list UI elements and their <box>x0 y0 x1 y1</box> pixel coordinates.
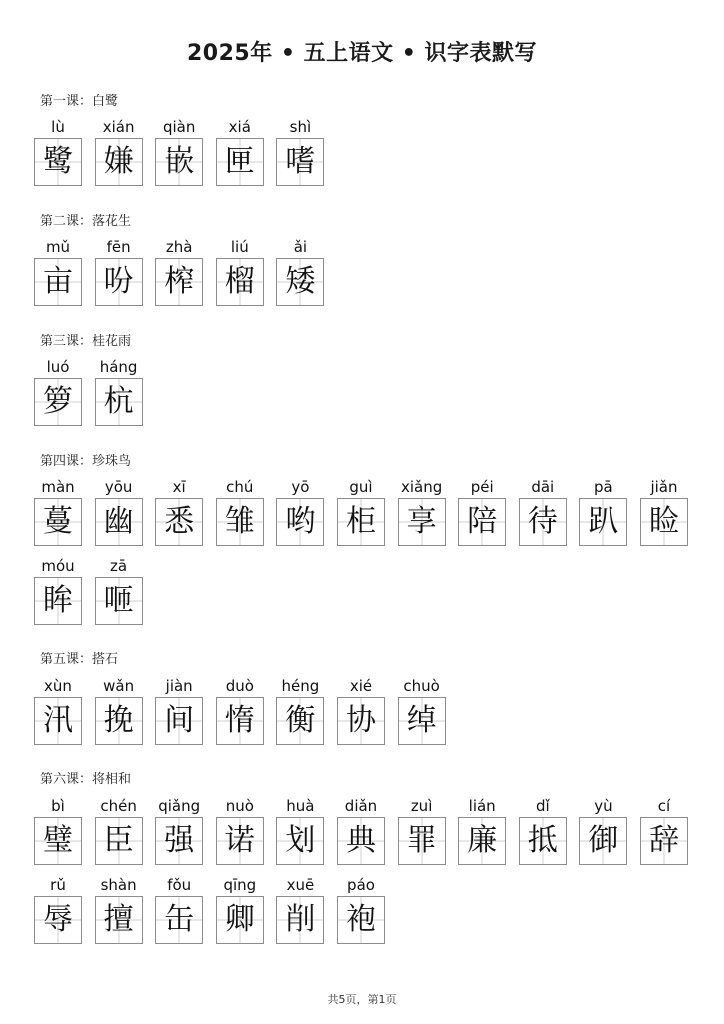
hanzi-char: 间 <box>164 703 195 738</box>
tianzige-box <box>34 138 82 186</box>
tianzige-box <box>95 498 143 546</box>
tianzige-box <box>155 498 203 546</box>
hanzi-char: 眸 <box>43 583 73 618</box>
lesson-label: 第一课：白鹭 <box>40 94 119 109</box>
tianzige-box <box>276 498 324 546</box>
pinyin-label: luó <box>46 358 70 376</box>
hanzi-char: 擅 <box>103 902 134 937</box>
pinyin-label: dāi <box>531 478 555 496</box>
hanzi-char: 典 <box>346 823 376 858</box>
pinyin-label: wǎn <box>103 677 135 695</box>
tianzige-box <box>458 498 506 546</box>
hanzi-char: 汛 <box>43 703 73 738</box>
tianzige-box <box>34 577 82 625</box>
hanzi-char: 悉 <box>164 504 195 539</box>
pinyin-label: ǎi <box>293 238 308 256</box>
hanzi-char: 嫌 <box>103 144 134 179</box>
tianzige-box <box>155 896 203 944</box>
pinyin-label: móu <box>41 557 75 575</box>
tianzige-box <box>95 258 143 306</box>
hanzi-char: 榴 <box>224 264 255 299</box>
hanzi-char: 惰 <box>224 703 255 738</box>
hanzi-char: 杭 <box>103 384 134 419</box>
pinyin-label: bì <box>51 797 65 815</box>
hanzi-char: 嵌 <box>164 144 195 179</box>
tianzige-box <box>276 138 324 186</box>
page-footer: 共5页，第1页 <box>327 993 397 1006</box>
pinyin-label: fēn <box>106 238 131 256</box>
hanzi-char: 卿 <box>224 902 255 937</box>
hanzi-char: 划 <box>285 823 316 858</box>
tianzige-box <box>95 697 143 745</box>
hanzi-char: 柜 <box>346 504 376 539</box>
tianzige-box <box>95 577 143 625</box>
pinyin-label: diǎn <box>344 797 378 815</box>
hanzi-char: 削 <box>285 902 316 937</box>
hanzi-char: 待 <box>527 504 558 539</box>
pinyin-label: jiàn <box>165 677 193 695</box>
pinyin-label: chú <box>226 478 254 496</box>
hanzi-char: 御 <box>588 823 619 858</box>
pinyin-label: zuì <box>410 797 433 815</box>
pinyin-label: jiǎn <box>650 478 678 496</box>
hanzi-char: 矮 <box>285 264 316 299</box>
hanzi-char: 辞 <box>649 823 679 858</box>
hanzi-char: 趴 <box>588 504 619 539</box>
hanzi-char: 享 <box>406 504 437 539</box>
hanzi-char: 诺 <box>224 823 255 858</box>
pinyin-label: cí <box>657 797 671 815</box>
pinyin-label: rǔ <box>50 876 66 894</box>
hanzi-char: 强 <box>164 823 195 858</box>
pinyin-label: páo <box>347 876 375 894</box>
tianzige-box <box>155 258 203 306</box>
lesson-label: 第六课：将相和 <box>40 772 132 787</box>
pinyin-label: qiàn <box>162 118 196 136</box>
hanzi-char: 睑 <box>649 504 679 539</box>
hanzi-char: 哟 <box>285 504 316 539</box>
hanzi-char: 蔓 <box>43 504 73 539</box>
pinyin-label: yō <box>291 478 310 496</box>
tianzige-box <box>458 817 506 865</box>
pinyin-label: màn <box>41 478 75 496</box>
tianzige-box <box>276 896 324 944</box>
tianzige-box <box>155 817 203 865</box>
pinyin-label: guì <box>349 478 373 496</box>
tianzige-box <box>519 817 567 865</box>
pinyin-label: yù <box>594 797 613 815</box>
pinyin-label: dǐ <box>535 797 550 815</box>
pinyin-label: shì <box>289 118 312 136</box>
tianzige-box <box>216 896 264 944</box>
tianzige-box <box>216 138 264 186</box>
tianzige-box <box>398 817 446 865</box>
pinyin-label: qiǎng <box>158 797 201 815</box>
pinyin-label: nuò <box>225 797 254 815</box>
hanzi-char: 亩 <box>43 264 73 299</box>
hanzi-char: 榨 <box>164 264 195 299</box>
tianzige-box <box>34 697 82 745</box>
pinyin-label: lù <box>51 118 65 136</box>
hanzi-char: 咂 <box>103 583 134 618</box>
pinyin-label: fǒu <box>167 876 192 894</box>
pinyin-label: chuò <box>403 677 440 695</box>
hanzi-char: 鹭 <box>43 144 73 179</box>
tianzige-box <box>34 258 82 306</box>
tianzige-box <box>155 697 203 745</box>
hanzi-char: 璧 <box>43 823 73 858</box>
tianzige-box <box>276 258 324 306</box>
hanzi-char: 绰 <box>406 703 437 738</box>
tianzige-box <box>95 138 143 186</box>
tianzige-box <box>398 697 446 745</box>
hanzi-char: 雏 <box>224 504 255 539</box>
tianzige-box <box>34 498 82 546</box>
pinyin-label: pā <box>594 478 613 496</box>
hanzi-char: 缶 <box>164 902 195 937</box>
hanzi-char: 袍 <box>346 902 376 937</box>
hanzi-char: 衡 <box>285 703 316 738</box>
tianzige-box <box>276 697 324 745</box>
tianzige-box <box>34 378 82 426</box>
pinyin-label: huà <box>286 797 315 815</box>
pinyin-label: lián <box>468 797 496 815</box>
pinyin-label: xī <box>172 478 186 496</box>
pinyin-label: shàn <box>100 876 137 894</box>
tianzige-box <box>95 378 143 426</box>
hanzi-char: 箩 <box>43 384 73 419</box>
pinyin-label: liú <box>230 238 249 256</box>
tianzige-box <box>337 896 385 944</box>
hanzi-char: 陪 <box>467 504 498 539</box>
hanzi-char: 幽 <box>103 504 134 539</box>
hanzi-char: 罪 <box>406 823 437 858</box>
pinyin-label: héng <box>281 677 320 695</box>
lesson-label: 第三课：桂花雨 <box>40 334 132 349</box>
tianzige-box <box>337 817 385 865</box>
tianzige-box <box>519 498 567 546</box>
pinyin-label: duò <box>225 677 254 695</box>
tianzige-box <box>216 258 264 306</box>
tianzige-box <box>34 817 82 865</box>
hanzi-char: 匣 <box>224 144 255 179</box>
tianzige-box <box>640 817 688 865</box>
tianzige-box <box>337 498 385 546</box>
pinyin-label: mǔ <box>45 238 71 256</box>
pinyin-label: xié <box>349 677 373 695</box>
tianzige-box <box>95 896 143 944</box>
tianzige-box <box>640 498 688 546</box>
pinyin-label: xián <box>102 118 135 136</box>
tianzige-box <box>216 817 264 865</box>
lesson-label: 第四课：珍珠鸟 <box>40 454 132 469</box>
tianzige-box <box>95 817 143 865</box>
pinyin-label: xùn <box>44 677 72 695</box>
hanzi-char: 协 <box>346 703 376 738</box>
pinyin-label: xiá <box>228 118 251 136</box>
hanzi-char: 嗜 <box>285 144 316 179</box>
pinyin-label: háng <box>99 358 138 376</box>
hanzi-char: 廉 <box>467 823 498 858</box>
hanzi-char: 辱 <box>43 902 73 937</box>
pinyin-label: xiǎng <box>400 478 443 496</box>
tianzige-box <box>579 498 627 546</box>
hanzi-char: 吩 <box>103 264 134 299</box>
tianzige-box <box>34 896 82 944</box>
pinyin-label: zhà <box>165 238 193 256</box>
hanzi-char: 臣 <box>103 823 134 858</box>
tianzige-box <box>155 138 203 186</box>
tianzige-box <box>216 697 264 745</box>
lesson-label: 第五课：搭石 <box>40 652 119 667</box>
pinyin-label: xuē <box>286 876 315 894</box>
tianzige-box <box>276 817 324 865</box>
tianzige-box <box>398 498 446 546</box>
tianzige-box <box>216 498 264 546</box>
hanzi-char: 挽 <box>103 703 134 738</box>
page-title: 2025年 • 五上语文 • 识字表默写 <box>187 41 537 66</box>
pinyin-label: péi <box>470 478 494 496</box>
pinyin-label: chén <box>100 797 137 815</box>
pinyin-label: yōu <box>104 478 133 496</box>
tianzige-box <box>579 817 627 865</box>
hanzi-char: 抵 <box>527 823 558 858</box>
pinyin-label: zā <box>110 557 128 575</box>
pinyin-label: qīng <box>223 876 257 894</box>
lesson-label: 第二课：落花生 <box>40 214 132 229</box>
tianzige-box <box>337 697 385 745</box>
